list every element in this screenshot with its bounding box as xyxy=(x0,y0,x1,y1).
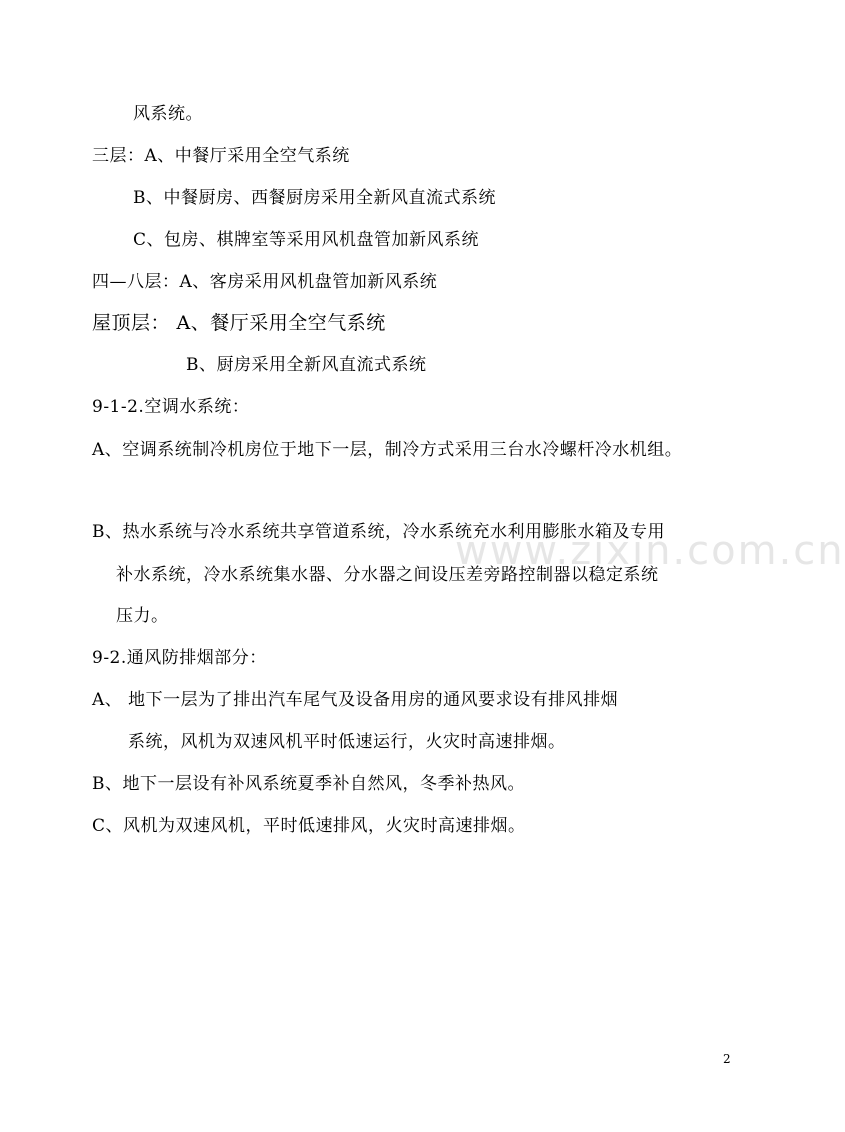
text-line-5: 四—八层：A、客房采用风机盘管加新风系统 xyxy=(92,272,438,292)
text-line-14: A、 地下一层为了排出汽车尾气及设备用房的通风要求设有排风排烟 xyxy=(92,690,619,710)
text-line-4: C、包房、棋牌室等采用风机盘管加新风系统 xyxy=(133,230,480,250)
text-line-7: B、厨房采用全新风直流式系统 xyxy=(186,355,427,375)
text-line-11: 补水系统，冷水系统集水器、分水器之间设压差旁路控制器以稳定系统 xyxy=(116,565,659,585)
page-number: 2 xyxy=(723,1052,731,1066)
text-line-8: 9-1-2.空调水系统： xyxy=(92,397,250,417)
text-line-3: B、中餐厨房、西餐厨房采用全新风直流式系统 xyxy=(133,188,496,208)
text-line-1: 风系统。 xyxy=(133,104,203,124)
text-line-10: B、热水系统与冷水系统共享管道系统，冷水系统充水利用膨胀水箱及专用 xyxy=(92,522,665,542)
text-line-15: 系统，风机为双速风机平时低速运行，火灾时高速排烟。 xyxy=(128,732,566,752)
watermark: www.zixin.com.cn xyxy=(455,528,845,574)
text-line-12: 压力。 xyxy=(116,606,169,626)
text-line-17: C、风机为双速风机，平时低速排风，火灾时高速排烟。 xyxy=(92,816,526,836)
text-line-13: 9-2.通风防排烟部分： xyxy=(92,648,267,668)
text-line-2: 三层：A、中餐厅采用全空气系统 xyxy=(92,146,350,166)
text-line-9: A、空调系统制冷机房位于地下一层，制冷方式采用三台水冷螺杆冷水机组。 xyxy=(92,440,683,460)
text-line-16: B、地下一层设有补风系统夏季补自然风，冬季补热风。 xyxy=(92,774,525,794)
text-line-6: 屋顶层： A、餐厅采用全空气系统 xyxy=(92,312,386,334)
